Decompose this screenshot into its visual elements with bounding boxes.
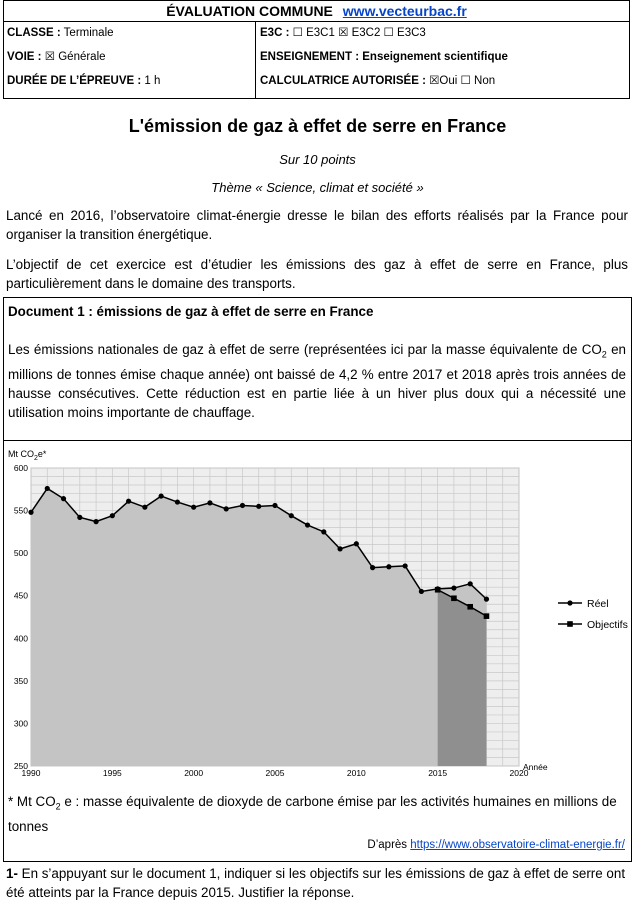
- exercise-title: L'émission de gaz à effet de serre en France: [128, 116, 507, 136]
- reel-point: [451, 585, 456, 590]
- reel-point: [207, 500, 212, 505]
- reel-point: [337, 546, 342, 551]
- reel-point: [370, 565, 375, 570]
- footnote-b: e : masse équivalente de dioxyde de carbone émise par les activités humaines en millions de tonnes: [8, 794, 617, 834]
- legend-label: Réel: [587, 598, 609, 610]
- legend-marker-square: [567, 621, 573, 627]
- y-tick-label: 600: [13, 463, 28, 473]
- site-link[interactable]: www.vecteurbac.fr: [342, 3, 467, 19]
- document-text: [8, 340, 626, 422]
- y-tick-label: 400: [13, 633, 28, 644]
- calculatrice-value: ☒Oui ☐ Non: [429, 75, 496, 87]
- voie-cell: [4, 46, 256, 70]
- document-text-a: Les émissions nationales de gaz à effet de serre (représentées ici par la masse équivalente de CO: [8, 342, 602, 357]
- document-text-sub: 2: [601, 349, 607, 360]
- y-tick-label: 250: [13, 761, 28, 771]
- y-tick-label: 300: [13, 718, 28, 729]
- reel-point: [159, 493, 164, 498]
- classe-label: CLASSE :: [7, 27, 61, 39]
- footnote-a: * Mt CO: [8, 794, 56, 809]
- reel-point: [484, 597, 489, 602]
- e3c-value: ☐ E3C1 ☒ E3C2 ☐ E3C3: [292, 27, 426, 39]
- reel-point: [305, 522, 310, 527]
- voie-label: VOIE :: [7, 51, 42, 63]
- x-tick-label: 1995: [102, 768, 122, 778]
- reel-point: [403, 563, 408, 568]
- reel-point: [61, 496, 66, 501]
- reel-point: [272, 503, 277, 508]
- x-axis-label: Année: [523, 762, 548, 772]
- source-link[interactable]: https://www.observatoire-climat-energie.fr/: [410, 839, 625, 851]
- x-tick-label: 2000: [184, 768, 204, 778]
- duree-label: DURÉE DE L’ÉPREUVE :: [7, 75, 142, 87]
- x-tick-label: 2005: [265, 768, 285, 778]
- footnote: [8, 792, 626, 837]
- footnote-sub: 2: [55, 801, 61, 812]
- legend-label: Objectifs: [587, 619, 628, 631]
- reel-point: [110, 513, 115, 518]
- objectives-area: [438, 590, 487, 766]
- reel-point: [419, 589, 424, 594]
- classe-value: Terminale: [63, 27, 114, 39]
- document-title: Document 1 : émissions de gaz à effet de serre en France: [8, 304, 374, 319]
- enseignement-label: ENSEIGNEMENT :: [260, 51, 360, 63]
- reel-point: [354, 541, 359, 546]
- x-tick-label: 1990: [21, 768, 41, 778]
- reel-point: [468, 581, 473, 586]
- legend: [558, 598, 628, 631]
- reel-point: [224, 506, 229, 511]
- reel-point: [289, 513, 294, 518]
- reel-point: [321, 529, 326, 534]
- voie-value: ☒ Générale: [44, 51, 106, 63]
- objectifs-point: [484, 613, 490, 619]
- calculatrice-label: CALCULATRICE AUTORISÉE :: [260, 75, 426, 87]
- document-1-box: [3, 297, 632, 862]
- question-number: 1-: [6, 866, 18, 881]
- intro-paragraph-2: L’objectif de cet exercice est d’étudier les émissions des gaz à effet de serre en France, plus particulièrement dans le domaine des transports.: [6, 257, 628, 291]
- enseignement-value: Enseignement scientifique: [362, 51, 508, 63]
- reel-point: [77, 515, 82, 520]
- document-separator: [4, 440, 631, 441]
- document-text-b: en millions de tonnes émise chaque année) ont baissé de 4,2 % entre 2017 et 2018 après trois années de hausse consécutives. Cette réduction est en partie liée à un hiver plus doux qui a nécessité une utilisation moins importante de chauffage.: [8, 342, 626, 420]
- reel-point: [240, 503, 245, 508]
- question-text: En s’appuyant sur le document 1, indiquer si les objectifs sur les émissions de gaz à effet de serre ont été atteints par la France depuis 2015. Justifier la réponse.: [6, 866, 626, 900]
- header-title-row: [4, 1, 629, 22]
- source: [367, 839, 625, 851]
- reel-point: [256, 504, 261, 509]
- reel-point: [142, 505, 147, 510]
- x-tick-label: 2010: [346, 768, 366, 778]
- points: Sur 10 points: [279, 152, 356, 167]
- duree-value: 1 h: [144, 75, 161, 87]
- reel-point: [191, 505, 196, 510]
- objectifs-point: [451, 595, 457, 601]
- reel-point: [93, 519, 98, 524]
- x-tick-label: 2015: [428, 768, 448, 778]
- y-axis-label: Mt $CO_2e*$: [8, 449, 47, 462]
- reel-point: [175, 499, 180, 504]
- y-tick-label: 450: [13, 590, 28, 601]
- x-tick-label: 2020: [509, 768, 529, 778]
- calculatrice-cell: [256, 70, 629, 98]
- y-tick-label: 550: [13, 505, 28, 516]
- y-tick-label: 500: [13, 548, 28, 559]
- header-title: ÉVALUATION COMMUNE: [166, 3, 333, 19]
- classe-cell: [4, 22, 256, 46]
- reel-point: [126, 499, 131, 504]
- duree-cell: [4, 70, 256, 98]
- y-tick-label: 350: [13, 675, 28, 686]
- exam-header: [3, 0, 630, 99]
- objectifs-point: [435, 587, 441, 593]
- enseignement-cell: [256, 46, 629, 70]
- question-1: [6, 864, 628, 901]
- emissions-chart: [4, 446, 631, 786]
- e3c-label: E3C :: [260, 27, 290, 39]
- intro-paragraph-1: Lancé en 2016, l’observatoire climat-énergie dresse le bilan des efforts réalisés par la France pour organiser la transition énergétique.: [6, 208, 628, 242]
- reel-point: [28, 510, 33, 515]
- source-prefix: D’après: [367, 839, 411, 851]
- legend-marker-circle: [567, 600, 572, 605]
- e3c-cell: [256, 22, 629, 46]
- reel-point: [45, 486, 50, 491]
- theme: Thème « Science, climat et société »: [211, 180, 424, 195]
- reel-point: [386, 564, 391, 569]
- objectifs-point: [467, 604, 473, 610]
